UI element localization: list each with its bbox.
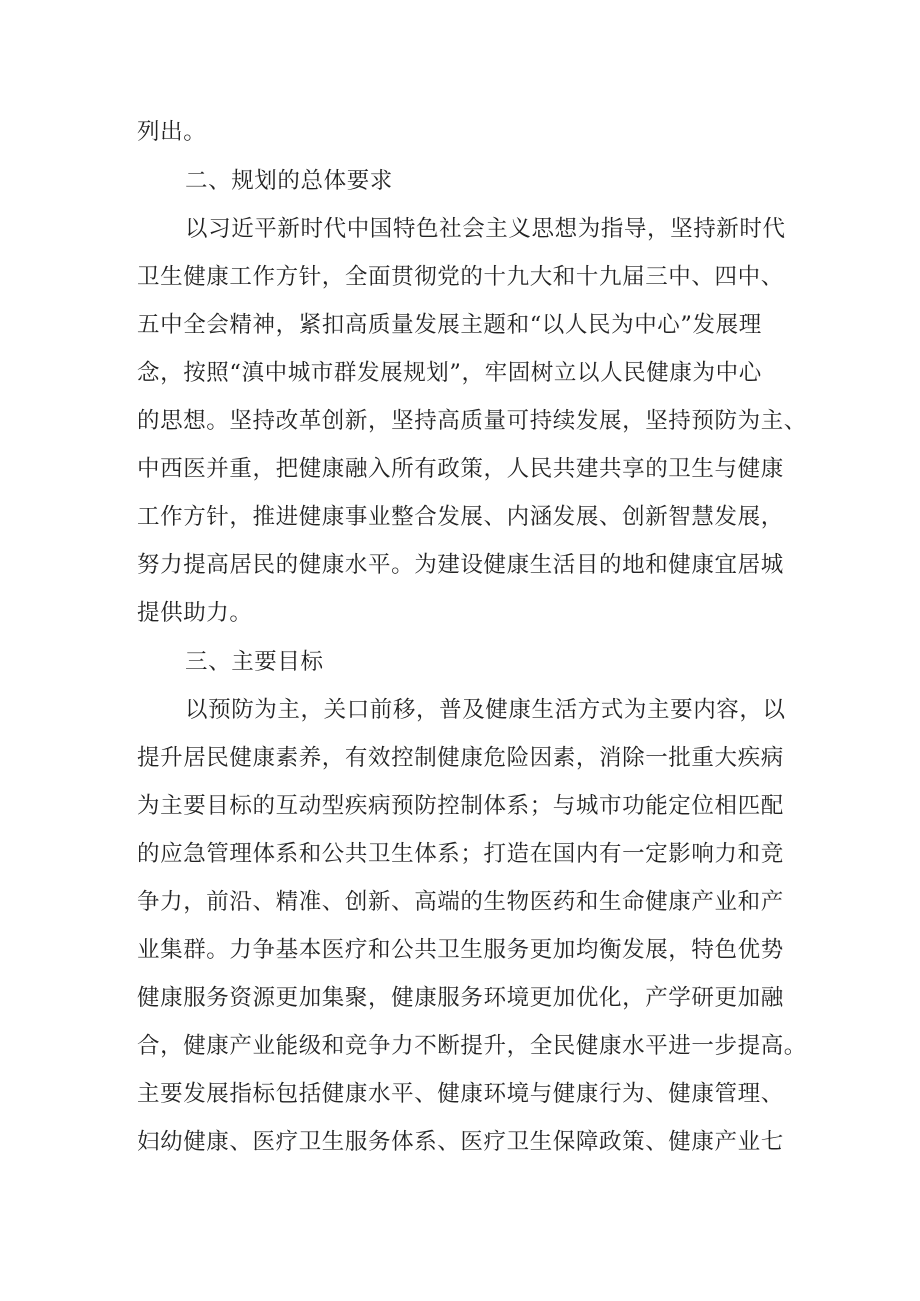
- paragraph-line: 的应急管理体系和公共卫生体系；打造在国内有一定影响力和竞: [137, 841, 784, 867]
- paragraph-line: 五中全会精神，紧扣高质量发展主题和“以人民为中心”发展理: [137, 312, 762, 338]
- paragraph-line: 的思想。坚持改革创新，坚持高质量可持续发展，坚持预防为主、: [137, 408, 807, 434]
- section-heading: 三、主要目标: [185, 649, 324, 675]
- paragraph-line: 合，健康产业能级和竞争力不断提升，全民健康水平进一步提高。: [137, 1033, 807, 1059]
- section-heading: 二、规划的总体要求: [185, 168, 393, 194]
- paragraph-line: 业集群。力争基本医疗和公共卫生服务更加均衡发展，特色优势: [137, 937, 784, 963]
- paragraph-line: 妇幼健康、医疗卫生服务体系、医疗卫生保障政策、健康产业七: [137, 1129, 784, 1155]
- paragraph-line: 以习近平新时代中国特色社会主义思想为指导，坚持新时代: [185, 216, 786, 242]
- paragraph-line: 以预防为主，关口前移，普及健康生活方式为主要内容，以: [185, 697, 786, 723]
- paragraph-line: 努力提高居民的健康水平。为建设健康生活目的地和健康宜居城: [137, 552, 784, 578]
- paragraph-line: 为主要目标的互动型疾病预防控制体系；与城市功能定位相匹配: [137, 793, 784, 819]
- paragraph-line: 主要发展指标包括健康水平、健康环境与健康行为、健康管理、: [137, 1081, 784, 1107]
- paragraph-line: 提供助力。: [137, 600, 253, 626]
- paragraph-line: 中西医并重，把健康融入所有政策，人民共建共享的卫生与健康: [137, 456, 784, 482]
- paragraph-line: 争力，前沿、精准、创新、高端的生物医药和生命健康产业和产: [137, 889, 784, 915]
- text-line: 列出。: [137, 119, 207, 145]
- paragraph-line: 提升居民健康素养，有效控制健康危险因素，消除一批重大疾病: [137, 745, 784, 771]
- paragraph-line: 工作方针，推进健康事业整合发展、内涵发展、创新智慧发展，: [137, 504, 784, 530]
- paragraph-line: 卫生健康工作方针，全面贯彻党的十九大和十九届三中、四中、: [137, 264, 784, 290]
- paragraph-line: 健康服务资源更加集聚，健康服务环境更加优化，产学研更加融: [137, 985, 784, 1011]
- paragraph-line: 念，按照“滇中城市群发展规划”，牢固树立以人民健康为中心: [137, 360, 762, 386]
